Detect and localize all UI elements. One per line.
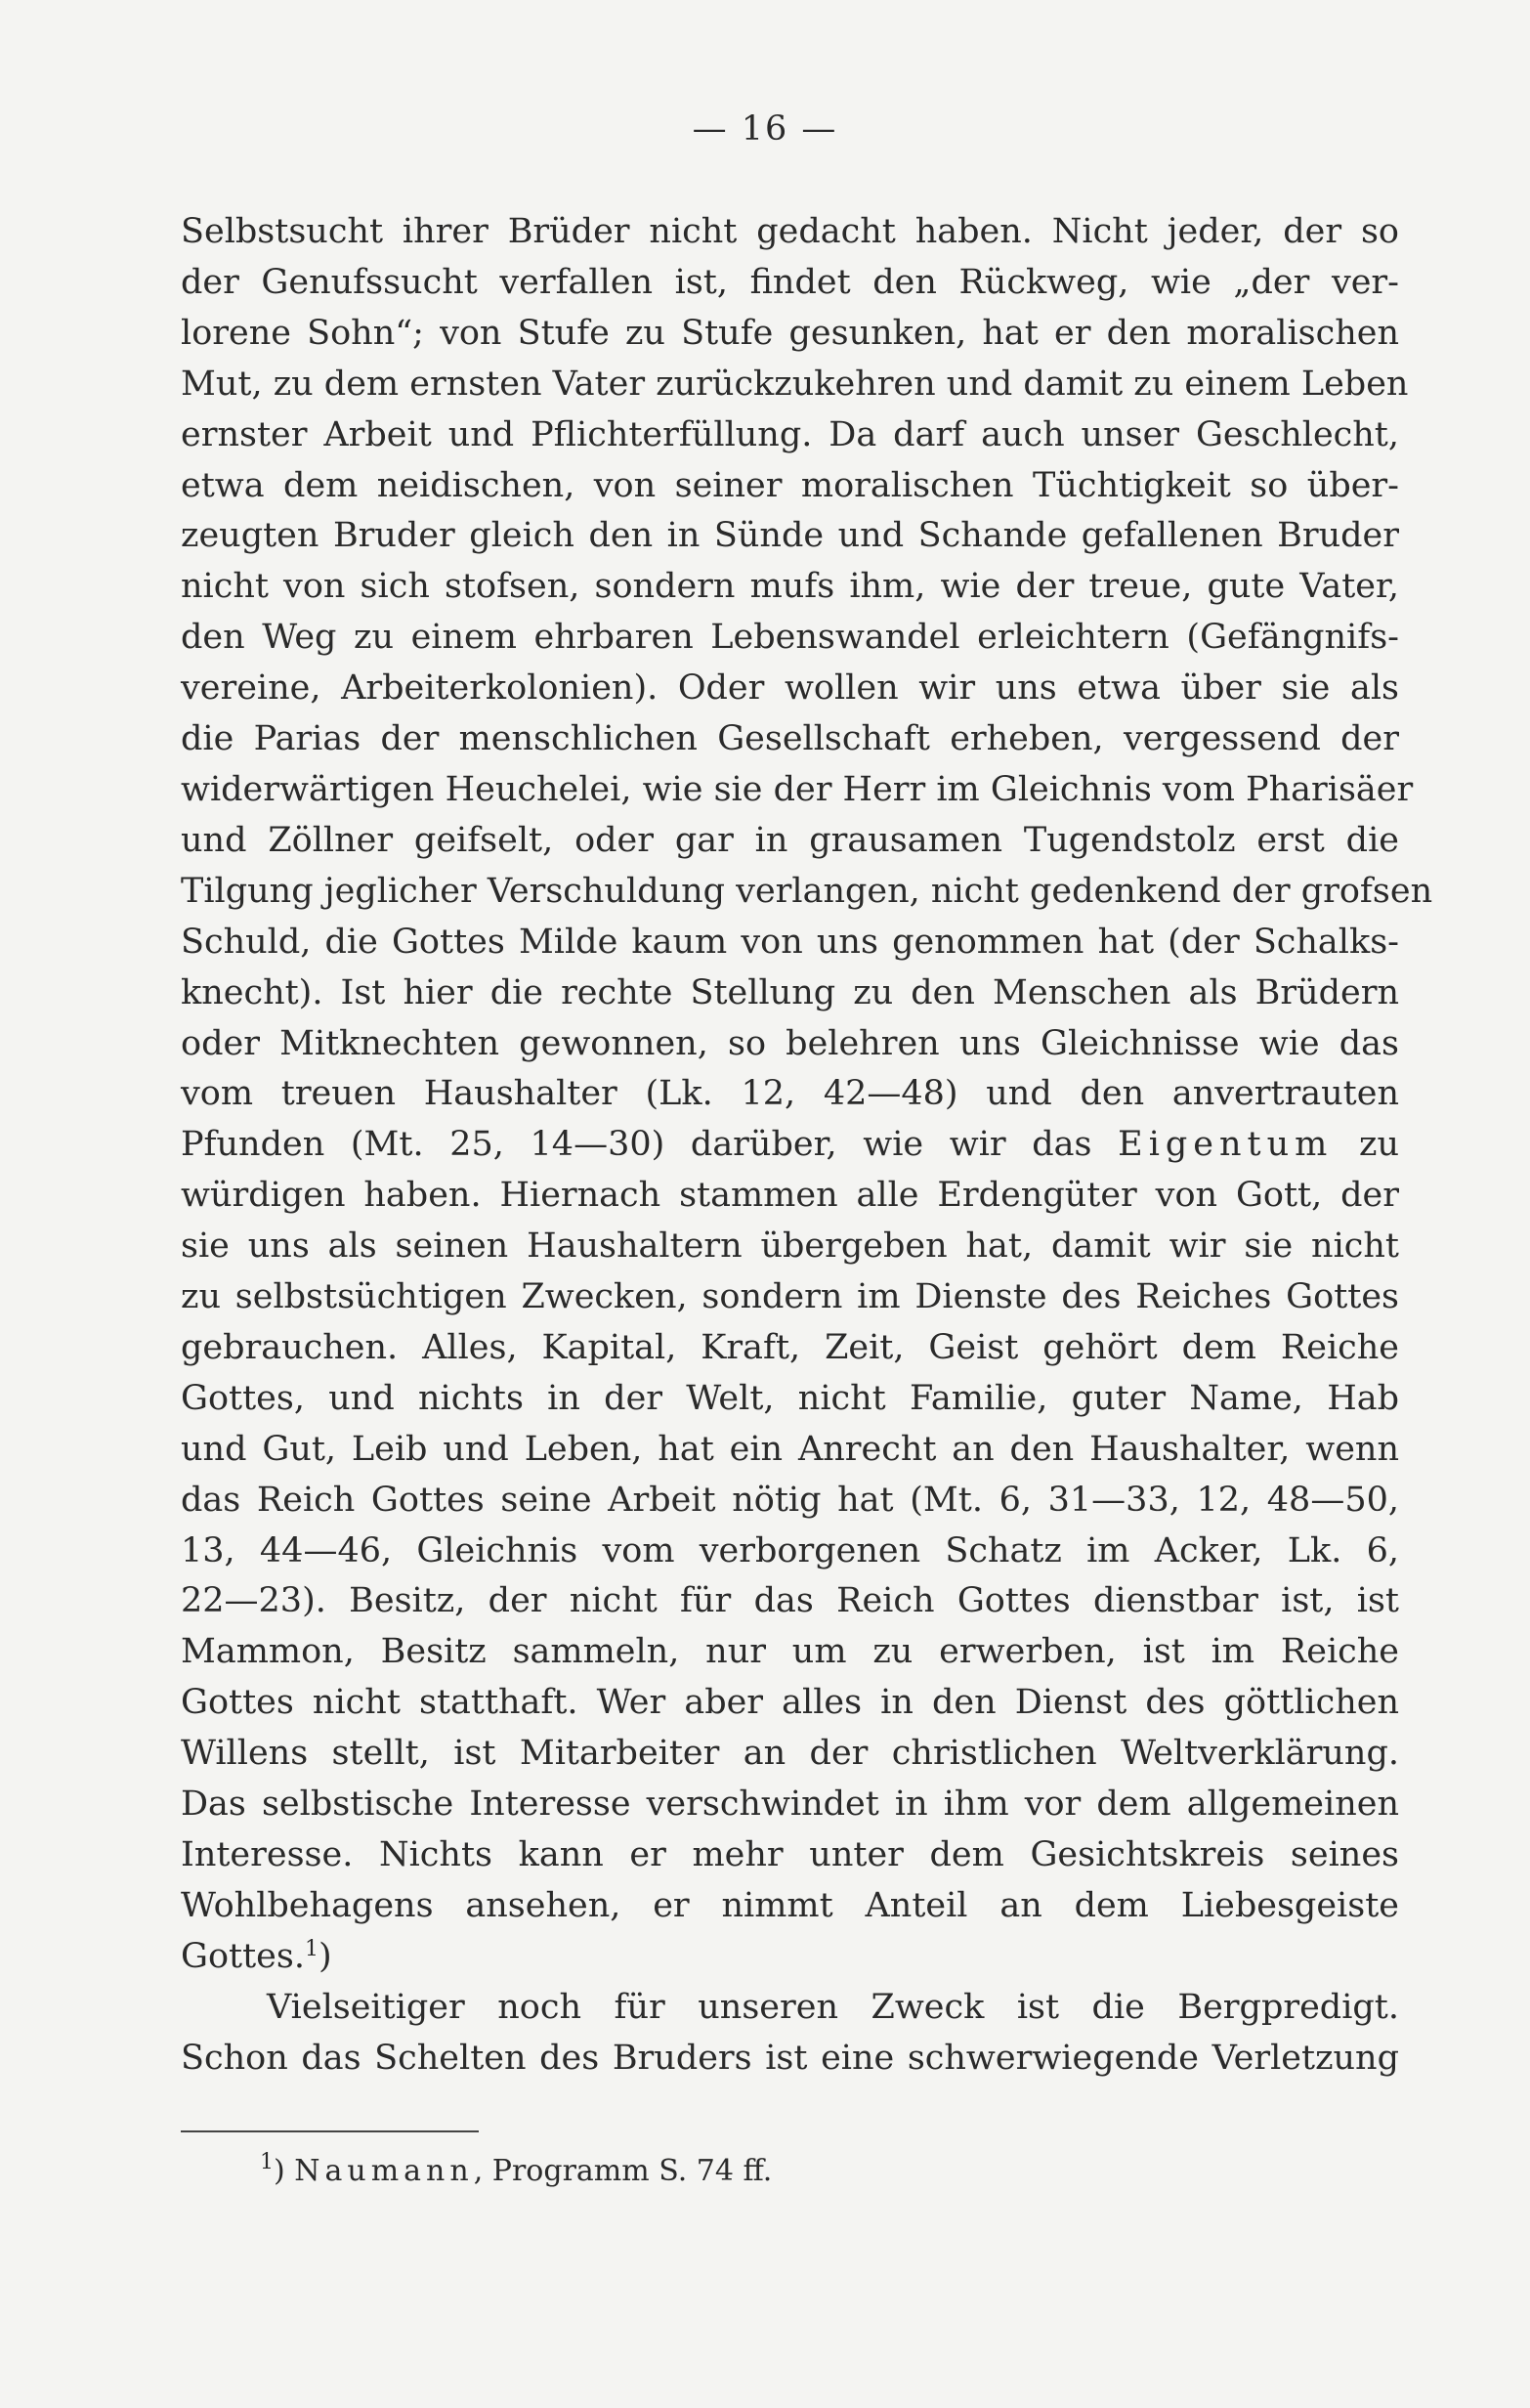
text-line: Schuld, die Gottes Milde kaum von uns genommen hat (der Schalks-	[181, 922, 1399, 962]
footnote-text: , Programm S. 74 ff.	[473, 2154, 773, 2188]
text-line: und Gut, Leib und Leben, hat ein Anrecht an den Haushalter, wenn	[181, 1429, 1399, 1469]
text-line: Interesse. Nichts kann er mehr unter dem Gesichtskreis seines	[181, 1835, 1399, 1874]
text-line: der Genufssucht verfallen ist, findet den Rückweg, wie „der ver-	[181, 262, 1399, 302]
text-line: Gottes, und nichts in der Welt, nicht Familie, guter Name, Hab	[181, 1378, 1399, 1418]
text-line: vereine, Arbeiterkolonien). Oder wollen wir uns etwa über sie als	[181, 668, 1399, 709]
text-line: zu selbstsüchtigen Zwecken, sondern im Dienste des Reiches Gottes	[181, 1277, 1399, 1317]
paragraph-start-line: Vielseitiger noch für unseren Zweck ist die Bergpredigt.	[267, 1987, 1399, 2027]
text-line-with-emphasis	[181, 1120, 1399, 1171]
body-text	[181, 207, 1433, 2085]
text-line: vom treuen Haushalter (Lk. 12, 42—48) und den anvertrauten	[181, 1074, 1399, 1114]
paragraph-end-line	[181, 1932, 1399, 1983]
text-line: das Reich Gottes seine Arbeit nötig hat (Mt. 6, 31—33, 12, 48—50,	[181, 1480, 1399, 1520]
text-line: gebrauchen. Alles, Kapital, Kraft, Zeit, Geist gehört dem Reiche	[181, 1327, 1399, 1367]
text-line: Selbstsucht ihrer Brüder nicht gedacht haben. Nicht jeder, der so	[181, 212, 1399, 251]
text-line: 13, 44—46, Gleichnis vom verborgenen Schatz im Acker, Lk. 6,	[181, 1530, 1399, 1570]
text-segment: zu	[1333, 1125, 1399, 1165]
page-number: — 16 —	[692, 109, 838, 149]
text-line: die Parias der menschlichen Gesellschaft erheben, vergessend der	[181, 719, 1399, 759]
text-line: oder Mitknechten gewonnen, so belehren uns Gleichnisse wie das	[181, 1023, 1399, 1063]
text-line: Das selbstische Interesse verschwindet in ihm vor dem allgemeinen	[181, 1784, 1399, 1825]
text-line: Tilgung jeglicher Verschuldung verlangen, nicht gedenkend der grofsen	[181, 871, 1433, 911]
text-line: Schon das Schelten des Bruders ist eine schwerwiegende Verletzung	[181, 2038, 1399, 2078]
text-line: würdigen haben. Hiernach stammen alle Erdengüter von Gott, der	[181, 1176, 1399, 1216]
text-line: den Weg zu einem ehrbaren Lebenswandel erleichtern (Gefängnifs-	[181, 618, 1399, 658]
text-line: knecht). Ist hier die rechte Stellung zu den Menschen als Brüdern	[181, 972, 1399, 1012]
text-line: etwa dem neidischen, von seiner moralischen Tüchtigkeit so über-	[181, 465, 1399, 505]
footnote-author: Naumann	[294, 2154, 474, 2188]
text-line: ernster Arbeit und Pflichterfüllung. Da darf auch unser Geschlecht,	[181, 414, 1399, 454]
text-line: Gottes nicht statthaft. Wer aber alles in den Dienst des göttlichen	[181, 1683, 1399, 1723]
footnote-marker-paren: )	[274, 2154, 285, 2188]
text-line: Mammon, Besitz sammeln, nur um zu erwerben, ist im Reiche	[181, 1632, 1399, 1672]
emphasized-word: Eigentum	[1118, 1125, 1334, 1165]
text-segment: )	[318, 1936, 332, 1976]
text-line: lorene Sohn“; von Stufe zu Stufe gesunken, hat er den moralischen	[181, 313, 1399, 353]
text-line: Mut, zu dem ernsten Vater zurückzukehren und damit zu einem Leben	[181, 364, 1409, 404]
text-line: Wohlbehagens ansehen, er nimmt Anteil an dem Liebesgeiste	[181, 1885, 1399, 1925]
footnote-reference: 1	[304, 1936, 319, 1961]
text-segment: Gottes.	[181, 1936, 305, 1976]
text-line: zeugten Bruder gleich den in Sünde und Schande gefallenen Bruder	[181, 516, 1399, 556]
text-line: und Zöllner geifselt, oder gar in grausamen Tugendstolz erst die	[181, 820, 1399, 860]
text-segment: Pfunden (Mt. 25, 14—30) darüber, wie wir das	[181, 1125, 1119, 1165]
text-line: nicht von sich stofsen, sondern mufs ihm, wie der treue, gute Vater,	[181, 567, 1399, 607]
text-line: Willens stellt, ist Mitarbeiter an der christlichen Weltverklärung.	[181, 1734, 1399, 1774]
footnote	[260, 2150, 773, 2188]
text-line: sie uns als seinen Haushaltern übergeben hat, damit wir sie nicht	[181, 1226, 1399, 1267]
footnote-marker: 1	[260, 2150, 274, 2174]
text-line: widerwärtigen Heuchelei, wie sie der Herr im Gleichnis vom Pharisäer	[181, 769, 1414, 809]
footnote-divider	[181, 2130, 479, 2132]
text-line: 22—23). Besitz, der nicht für das Reich Gottes dienstbar ist, ist	[181, 1581, 1399, 1621]
